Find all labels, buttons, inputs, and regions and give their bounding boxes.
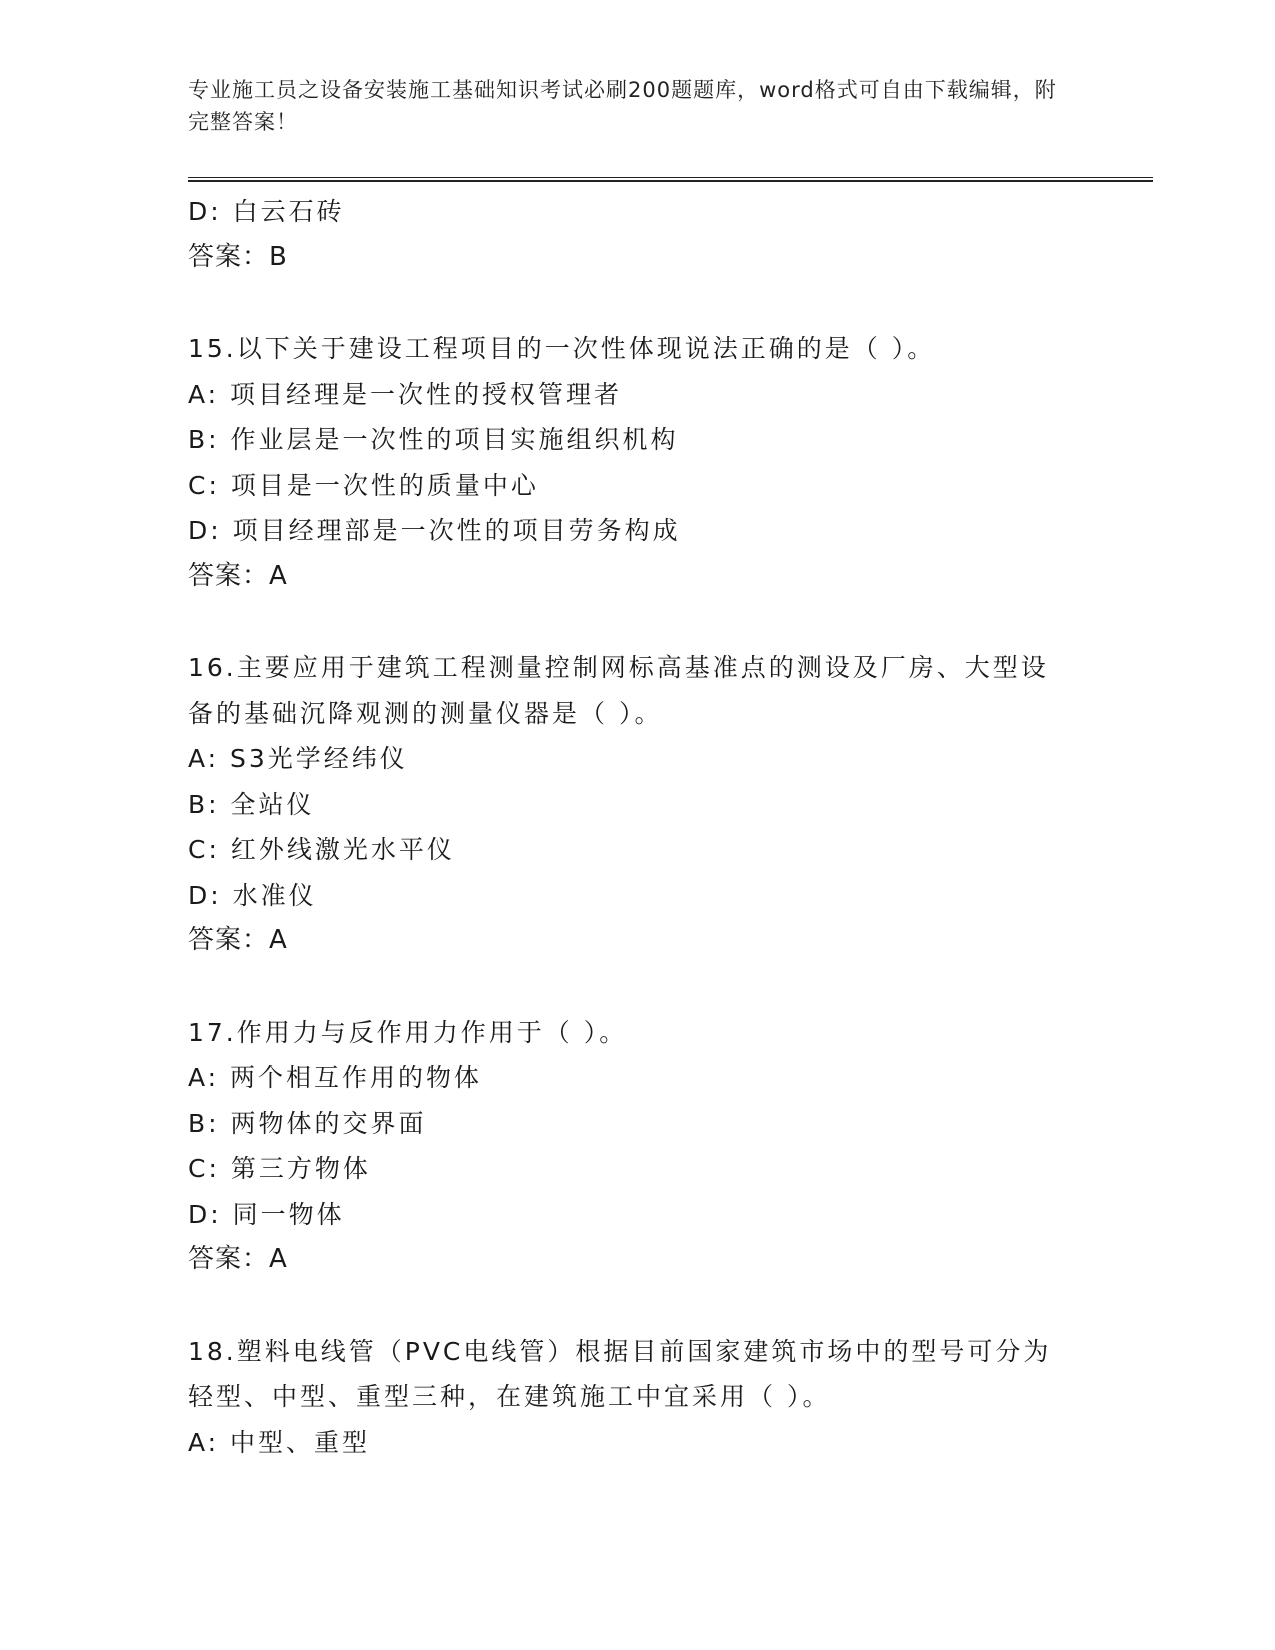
option-c: C: 红外线激光水平仪 — [188, 835, 455, 864]
answer-text: 答案：B — [188, 241, 288, 272]
option-a: A: 项目经理是一次性的授权管理者 — [188, 379, 623, 409]
answer-text: 答案：A — [188, 925, 288, 955]
option-a: A: S3光学经纬仪 — [188, 744, 408, 773]
answer-text: 答案：A — [188, 1244, 288, 1274]
question-16 — [188, 645, 1088, 964]
question-stem: 17.作用力与反作用力作用于（ ）。 — [188, 1017, 628, 1047]
option-d: D: 同一物体 — [188, 1199, 345, 1229]
option-c: C: 第三方物体 — [188, 1154, 371, 1183]
option-d: D: 项目经理部是一次性的项目劳务构成 — [188, 516, 681, 545]
spacer — [188, 280, 1088, 326]
option-a: A: 两个相互作用的物体 — [188, 1063, 483, 1092]
option-a: A: 中型、重型 — [188, 1427, 371, 1457]
question-stem: 18.塑料电线管（PVC电线管）根据目前国家建筑市场中的型号可分为 — [188, 1336, 1052, 1366]
question-18 — [188, 1329, 1088, 1466]
answer-text: 答案：A — [188, 560, 288, 591]
spacer — [188, 964, 1088, 1010]
header-divider — [188, 177, 1153, 182]
option-b: B: 全站仪 — [188, 789, 315, 819]
question-17 — [188, 1010, 1088, 1283]
question-15 — [188, 326, 1088, 599]
question-stem: 15.以下关于建设工程项目的一次性体现说法正确的是（ ）。 — [188, 334, 936, 363]
option-c: C: 项目是一次性的质量中心 — [188, 470, 539, 500]
option-d: D: 水准仪 — [188, 880, 317, 910]
document-title: 专业施工员之设备安装施工基础知识考试必刷200题题库，word格式可自由下载编辑，附完整答案！ — [188, 78, 1057, 134]
question-stem: 16.主要应用于建筑工程测量控制网标高基准点的测设及厂房、大型设 — [188, 653, 1049, 682]
option-b: B: 作业层是一次性的项目实施组织机构 — [188, 425, 679, 454]
page-header — [188, 74, 1068, 138]
option-b: B: 两物体的交界面 — [188, 1108, 427, 1138]
option-d: D: 白云石砖 — [188, 197, 345, 226]
question-content — [188, 189, 1088, 1465]
spacer — [188, 599, 1088, 645]
spacer — [188, 1283, 1088, 1329]
question-stem-continued: 备的基础沉降观测的测量仪器是（ ）。 — [188, 698, 663, 728]
question-stem-continued: 轻型、中型、重型三种，在建筑施工中宜采用（ ）。 — [188, 1382, 831, 1411]
